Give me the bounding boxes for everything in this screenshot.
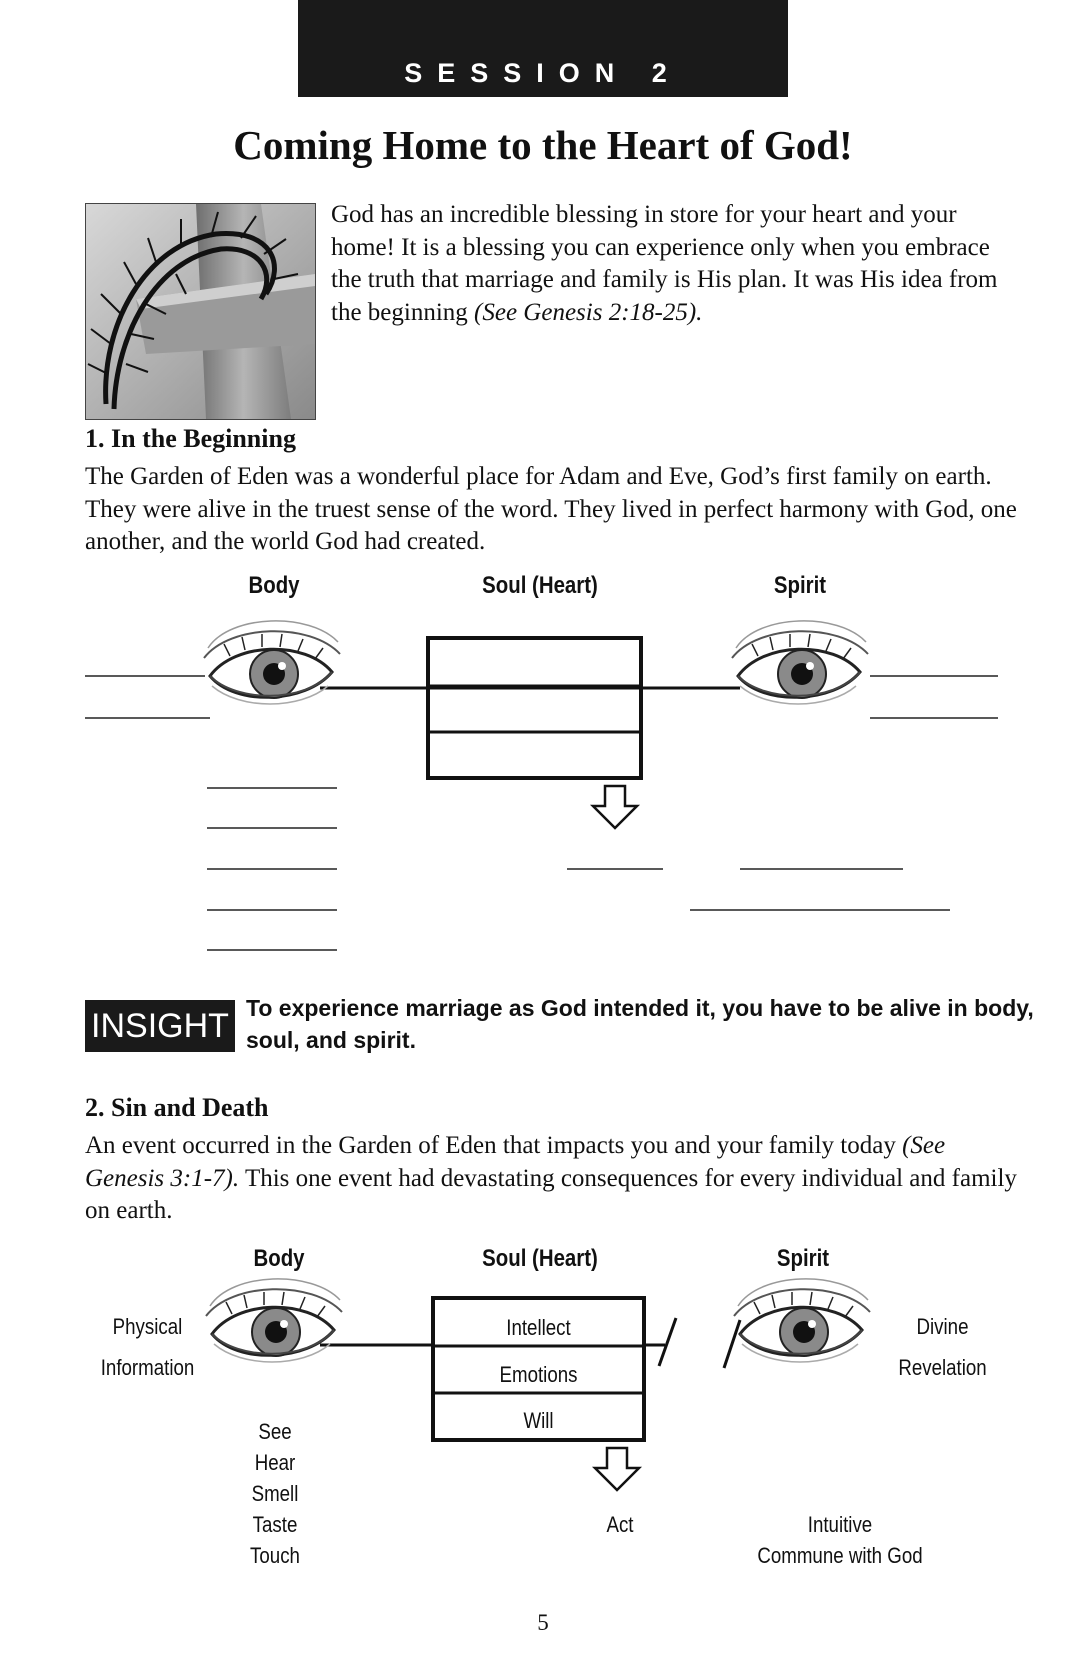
section-2-body <box>85 1130 1025 1228</box>
diagram1-body-label: Body <box>248 572 300 599</box>
spirit-functions <box>738 1509 942 1571</box>
soul-row-intellect: Intellect <box>506 1315 571 1340</box>
right-label-line1: Divine <box>916 1314 969 1339</box>
insight-text: To experience marriage as God intended it, you have to be alive in body, soul, and spirit. <box>246 995 1034 1053</box>
soul-row-emotions: Emotions <box>499 1362 578 1387</box>
diagram2-spirit-label: Spirit <box>776 1245 830 1272</box>
sense-touch: Touch <box>250 1543 300 1568</box>
section-1-body: The Garden of Eden was a wonderful place for Adam and Eve, God’s first family on earth. They were alive in the truest sense of the word. They lived in perfect harmony with God, one another, and the world God had created. <box>85 463 1017 555</box>
right-label-line2: Revelation <box>898 1355 987 1380</box>
senses-list <box>228 1416 322 1571</box>
page-number: 5 <box>537 1610 549 1635</box>
left-label-line2: Information <box>100 1355 195 1380</box>
intro-scripture-ref: (See Genesis 2:18-25). <box>474 298 703 326</box>
soul-row-will: Will <box>523 1408 554 1433</box>
section-1-heading: 1. In the Beginning <box>85 424 296 453</box>
diagram1-down-arrow-icon <box>593 786 637 828</box>
physical-information-label <box>86 1311 209 1383</box>
sense-hear: Hear <box>254 1450 296 1475</box>
left-label-line1: Physical <box>112 1314 183 1339</box>
spirit-function-line1: Intuitive <box>807 1512 873 1537</box>
section-2-text-after: This one event had devastating consequences for every individual and family on earth. <box>85 1164 1017 1224</box>
section-2-text: An event occurred in the Garden of Eden that impacts you and your family today <box>85 1132 903 1159</box>
sense-smell: Smell <box>251 1481 299 1506</box>
spirit-function-line2: Commune with God <box>757 1543 923 1568</box>
spirit-eye-icon <box>732 621 868 704</box>
section-2-scripture-ref: (See Genesis 3:1-7). <box>85 1132 946 1192</box>
sense-see: See <box>258 1419 292 1444</box>
diagram2-soul-label: Soul (Heart) <box>482 1245 598 1272</box>
session-label: SESSION 2 <box>404 58 682 88</box>
body-eye-icon-2 <box>206 1279 342 1362</box>
body-eye-icon <box>204 621 340 704</box>
diagram1-soul-label: Soul (Heart) <box>482 572 598 599</box>
act-label: Act <box>606 1512 634 1537</box>
diagram1-spirit-label: Spirit <box>773 572 827 599</box>
diagram2-down-arrow-icon <box>595 1448 639 1490</box>
divine-revelation-label <box>881 1311 1004 1383</box>
diagram2-body-label: Body <box>253 1245 305 1272</box>
page-title: Coming Home to the Heart of God! <box>233 122 853 168</box>
section-2-heading: 2. Sin and Death <box>85 1093 269 1122</box>
intro-text: God has an incredible blessing in store for your heart and your home! It is a blessing you can experience only when you embrace the truth that marriage and family is His plan. It was His idea from the beginning <box>331 201 998 326</box>
sense-taste: Taste <box>252 1512 298 1537</box>
insight-badge: INSIGHT <box>85 1000 235 1052</box>
spirit-eye-icon-2 <box>734 1279 870 1362</box>
